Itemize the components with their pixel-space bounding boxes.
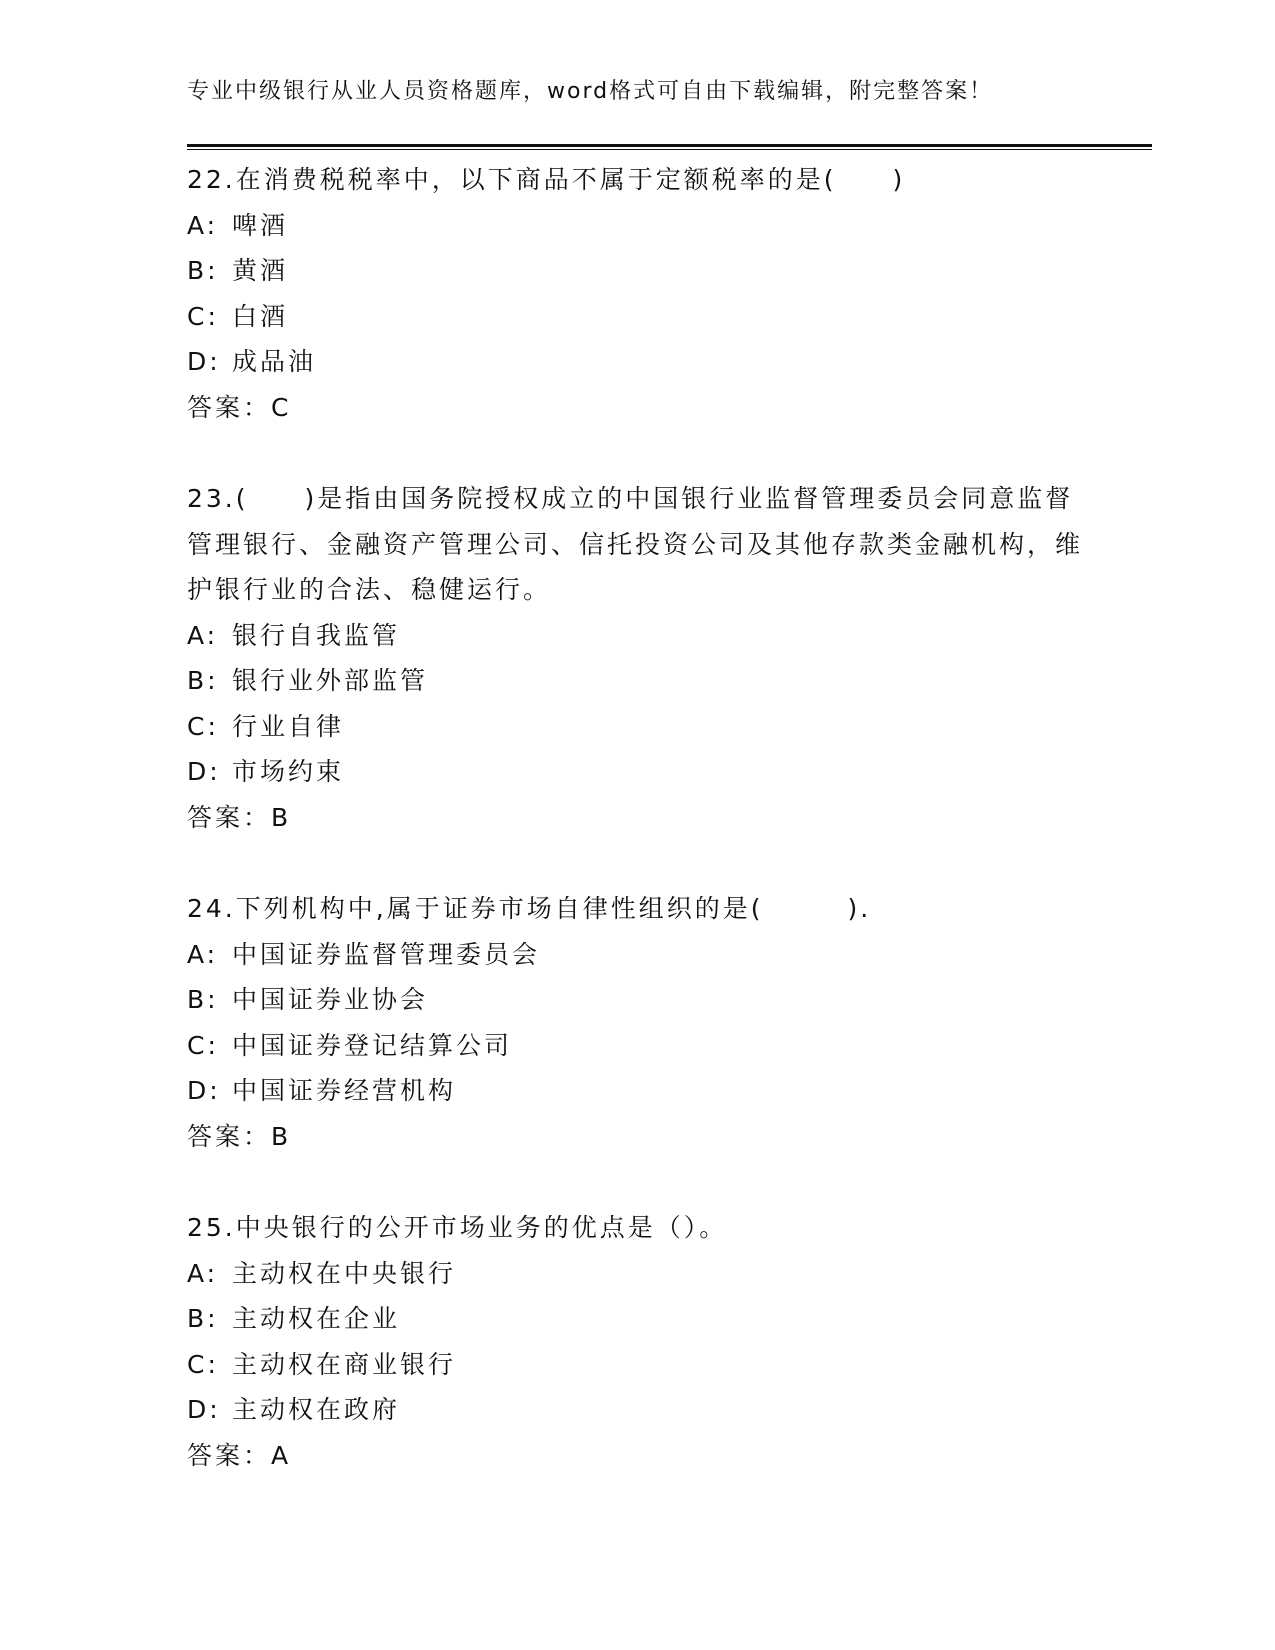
option-c: [187, 294, 1087, 340]
question-25: [187, 1205, 1087, 1478]
option-key: B:: [187, 1304, 219, 1333]
answer-line: 答案：A: [187, 1440, 292, 1470]
option-text: 中国证券业协会: [232, 985, 429, 1014]
question-stem: 23.( )是指由国务院授权成立的中国银行业监督管理委员会同意监督管理银行、金融资产管理公司、信托投资公司及其他存款类金融机构，维护银行业的合法、稳健运行。: [187, 484, 1084, 604]
option-key: C:: [187, 1349, 219, 1379]
question-23: [187, 476, 1087, 840]
option-text: 白酒: [232, 301, 289, 331]
option-key: D:: [187, 347, 221, 376]
option-a: [187, 203, 1087, 249]
option-text: 成品油: [232, 347, 317, 376]
option-c: [187, 1023, 1087, 1069]
option-a: [187, 613, 1087, 659]
question-22: [187, 157, 1087, 430]
option-b: [187, 248, 1087, 294]
option-key: C:: [187, 301, 219, 331]
option-key: C:: [187, 711, 219, 741]
option-text: 银行业外部监管: [232, 666, 429, 695]
option-text: 中国证券经营机构: [232, 1076, 457, 1105]
option-text: 主动权在政府: [232, 1395, 401, 1424]
option-text: 黄酒: [232, 256, 289, 285]
question-stem: 24.下列机构中,属于证券市场自律性组织的是( ).: [187, 894, 872, 923]
option-b: [187, 977, 1087, 1023]
option-a: [187, 1251, 1087, 1297]
option-text: 银行自我监管: [232, 620, 401, 650]
option-text: 中国证券监督管理委员会: [232, 939, 541, 969]
question-spacer: [187, 840, 1087, 886]
option-text: 市场约束: [232, 757, 345, 786]
question-spacer: [187, 430, 1087, 476]
option-key: A:: [187, 210, 219, 240]
question-stem: 22.在消费税税率中，以下商品不属于定额税率的是( ): [187, 165, 906, 194]
question-list: [187, 157, 1087, 1478]
header-divider: [187, 144, 1152, 149]
page-header: 专业中级银行从业人员资格题库，word格式可自由下载编辑，附完整答案！: [187, 79, 994, 104]
question-24: [187, 886, 1087, 1159]
header-divider-thin-line: [187, 149, 1152, 150]
answer-line: 答案：C: [187, 392, 292, 422]
option-key: C:: [187, 1030, 219, 1060]
option-key: D:: [187, 1076, 221, 1105]
option-key: B:: [187, 985, 219, 1014]
option-key: A:: [187, 939, 219, 969]
answer-line: 答案：B: [187, 802, 292, 832]
option-d: [187, 1387, 1087, 1433]
option-b: [187, 658, 1087, 704]
option-text: 主动权在商业银行: [232, 1349, 457, 1379]
question-spacer: [187, 1159, 1087, 1205]
option-text: 主动权在中央银行: [232, 1258, 457, 1288]
option-key: A:: [187, 1258, 219, 1288]
option-key: D:: [187, 1395, 221, 1424]
question-stem: 25.中央银行的公开市场业务的优点是（）。: [187, 1213, 728, 1242]
option-key: B:: [187, 256, 219, 285]
option-c: [187, 1342, 1087, 1388]
option-d: [187, 339, 1087, 385]
option-text: 行业自律: [232, 711, 345, 741]
option-d: [187, 1068, 1087, 1114]
option-key: A:: [187, 620, 219, 650]
option-a: [187, 932, 1087, 978]
answer-line: 答案：B: [187, 1121, 292, 1151]
option-d: [187, 749, 1087, 795]
option-b: [187, 1296, 1087, 1342]
option-text: 啤酒: [232, 210, 289, 240]
option-key: D:: [187, 757, 221, 786]
option-c: [187, 704, 1087, 750]
option-text: 主动权在企业: [232, 1304, 401, 1333]
option-key: B:: [187, 666, 219, 695]
option-text: 中国证券登记结算公司: [232, 1030, 513, 1060]
header-divider-thick-line: [187, 144, 1152, 147]
